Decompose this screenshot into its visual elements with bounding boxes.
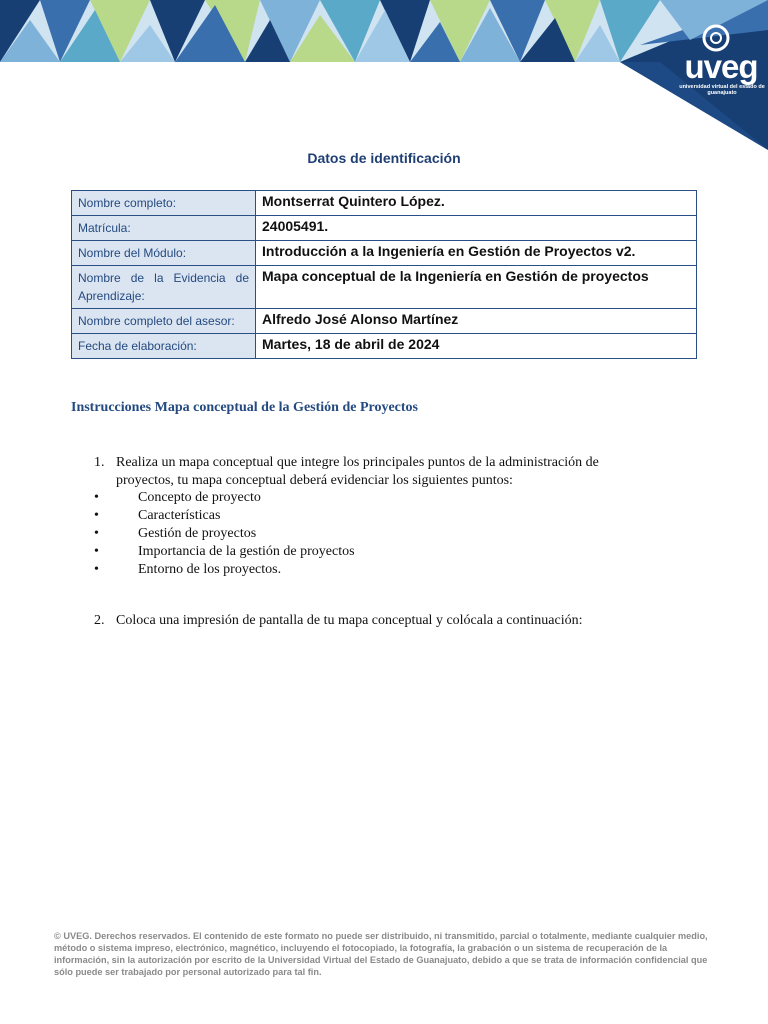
copyright-footer: © UVEG. Derechos reservados. El contenido de este formato no puede ser distribuido, ni transmitido, parcial o totalmente, mediante cualquier medio, método o sistema impreso, electrónico, magnético, incluyendo el fotocopiado, la fotografía, la grabación o un sistema de recuperación de la información, sin la autorización por escrito de la Universidad Virtual del Estado de Guanajuato, debido a que se trata de información confidencial que sólo puede ser trabajado por personal autorizado para tal fin. xyxy=(54,931,708,977)
table-row xyxy=(72,191,697,216)
bullet-icon: • xyxy=(94,508,99,523)
row-value: 24005491. xyxy=(256,216,697,241)
bullet-text: Entorno de los proyectos. xyxy=(138,562,282,577)
bullet-icon: • xyxy=(94,544,99,559)
bullet-text: Importancia de la gestión de proyectos xyxy=(138,544,355,559)
instruction-item-2 xyxy=(94,612,654,630)
row-value: Montserrat Quintero López. xyxy=(256,191,697,216)
bullet-icon: • xyxy=(94,490,99,505)
bullet-icon: • xyxy=(94,526,99,541)
item-number: 1. xyxy=(94,455,105,470)
table-row xyxy=(72,241,697,266)
table-row xyxy=(72,216,697,241)
bullet-text: Características xyxy=(138,508,221,523)
uveg-logo-subtext: universidad virtual del estado de guanajuato xyxy=(679,84,765,96)
row-label: Nombre completo del asesor: xyxy=(72,309,256,334)
geometric-banner-graphic xyxy=(0,0,768,150)
row-label: Nombre de la Evidencia de Aprendizaje: xyxy=(72,266,256,309)
instruction-item-1 xyxy=(94,454,654,490)
row-label: Matrícula: xyxy=(72,216,256,241)
table-row xyxy=(72,334,697,359)
item-text: Realiza un mapa conceptual que integre los principales puntos de la administración de proyectos, tu mapa conceptual deberá evidenciar los siguientes puntos: xyxy=(116,455,599,488)
row-value: Alfredo José Alonso Martínez xyxy=(256,309,697,334)
row-value: Introducción a la Ingeniería en Gestión de Proyectos v2. xyxy=(256,241,697,266)
instructions-title: Instrucciones Mapa conceptual de la Gestión de Proyectos xyxy=(71,400,418,415)
row-value: Martes, 18 de abril de 2024 xyxy=(256,334,697,359)
bullet-text: Gestión de proyectos xyxy=(138,526,257,541)
header-banner xyxy=(0,0,768,150)
item-number: 2. xyxy=(94,613,105,628)
row-label: Fecha de elaboración: xyxy=(72,334,256,359)
identification-title: Datos de identificación xyxy=(307,150,461,166)
bullet-icon: • xyxy=(94,562,99,577)
row-label: Nombre completo: xyxy=(72,191,256,216)
table-row xyxy=(72,309,697,334)
table-row xyxy=(72,266,697,309)
bullet-text: Concepto de proyecto xyxy=(138,490,261,505)
row-value: Mapa conceptual de la Ingeniería en Gestión de proyectos xyxy=(256,266,697,309)
row-label: Nombre del Módulo: xyxy=(72,241,256,266)
item-text: Coloca una impresión de pantalla de tu mapa conceptual y colócala a continuación: xyxy=(116,613,583,628)
uveg-logo: uveg xyxy=(684,48,758,85)
identification-table xyxy=(71,190,697,359)
